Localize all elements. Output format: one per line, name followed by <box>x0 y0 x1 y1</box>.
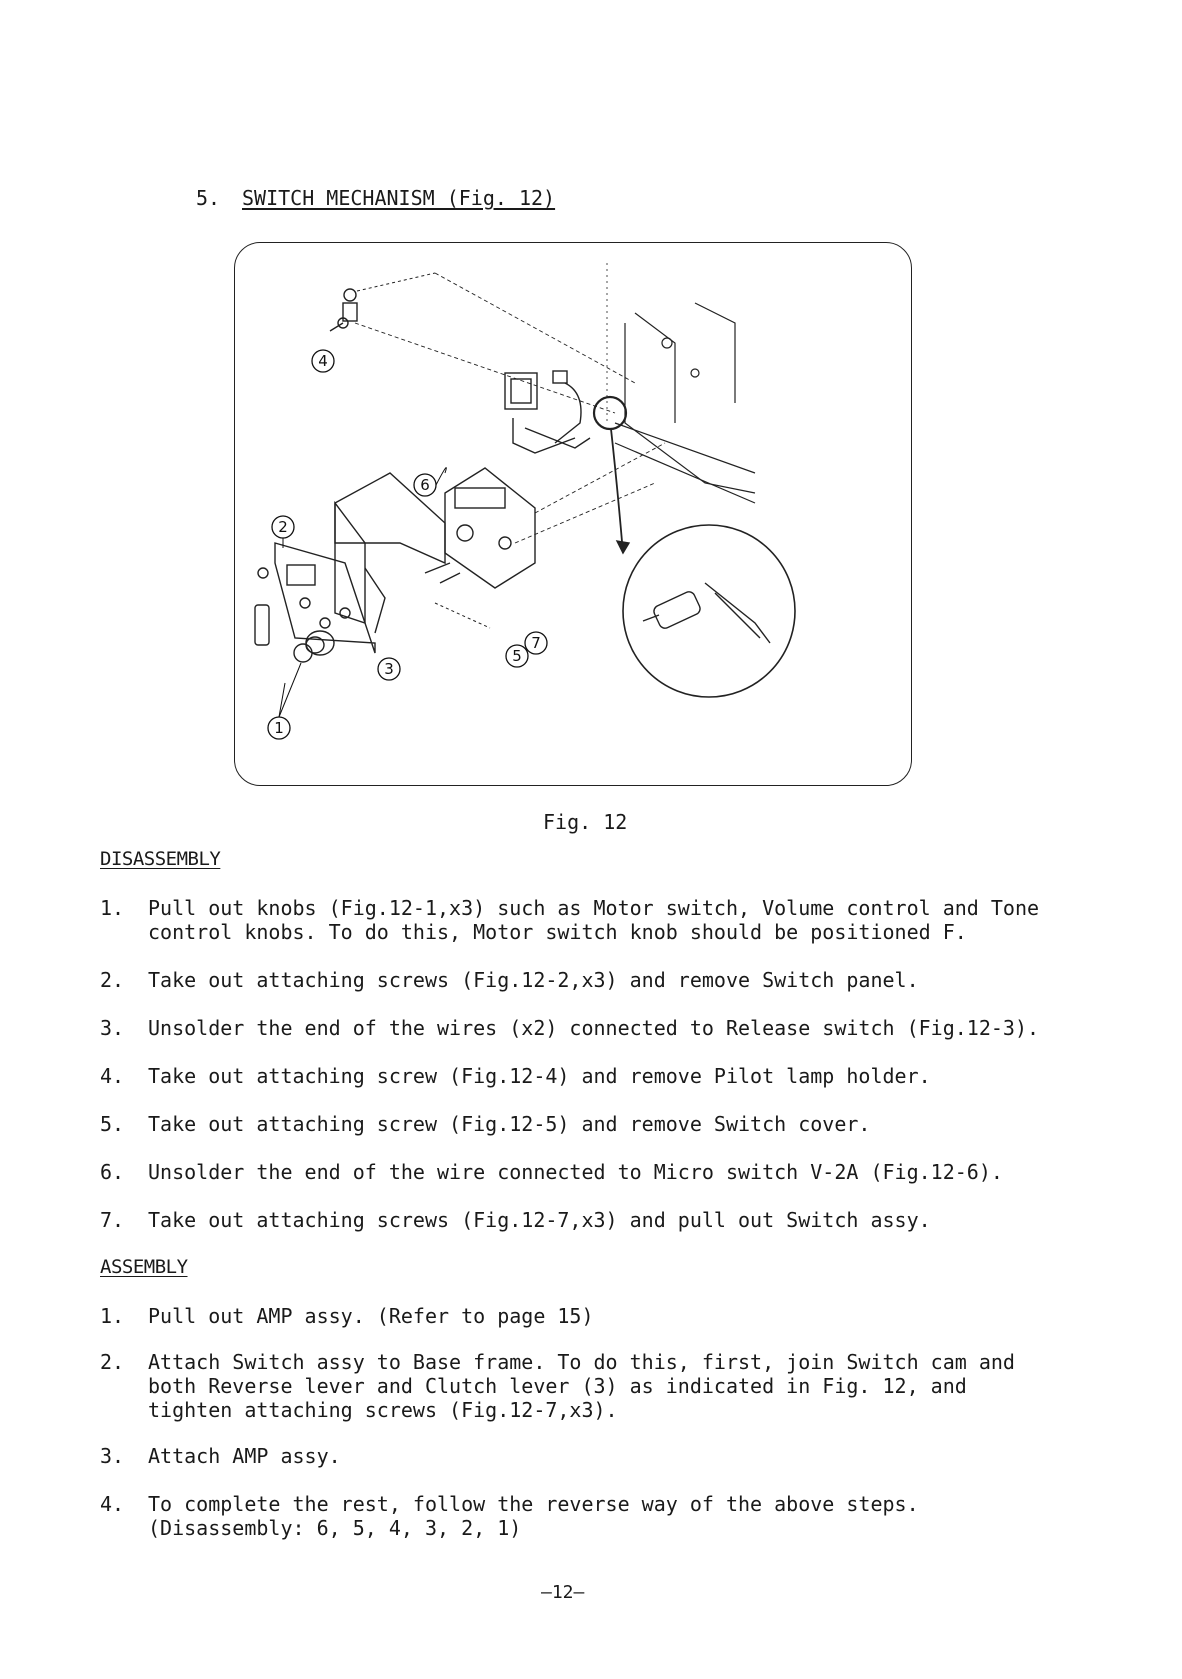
section-title: SWITCH MECHANISM (Fig. 12) <box>242 186 556 210</box>
step-number: 1. <box>100 1304 125 1328</box>
step-number: 5. <box>100 1112 125 1136</box>
step-text: Pull out AMP assy. (Refer to page 15) <box>148 1304 594 1328</box>
callout-5-label: 5 <box>512 647 522 665</box>
step-number: 6. <box>100 1160 125 1184</box>
base-frame-part <box>607 263 755 503</box>
callout-5 <box>506 645 528 667</box>
step-text: Attach AMP assy. <box>148 1444 341 1468</box>
step-text: Unsolder the end of the wire connected to Micro switch V-2A (Fig.12-6). <box>148 1160 1003 1184</box>
callout-3 <box>378 658 400 680</box>
step-text: Take out attaching screws (Fig.12-7,x3) and pull out Switch assy. <box>148 1208 931 1232</box>
exploded-diagram <box>235 243 911 785</box>
step-number: 4. <box>100 1492 125 1516</box>
release-switch-detail <box>594 397 795 697</box>
pilot-lamp-holder-part <box>330 273 435 331</box>
callout-1-label: 1 <box>274 719 284 737</box>
callout-4-label: 4 <box>318 352 328 370</box>
step-number: 3. <box>100 1016 125 1040</box>
callout-4 <box>312 350 334 372</box>
page-number: —12— <box>541 1582 585 1603</box>
switch-assy-part <box>425 468 535 628</box>
step-text: Take out attaching screw (Fig.12-4) and remove Pilot lamp holder. <box>148 1064 931 1088</box>
step-text: Attach Switch assy to Base frame. To do this, first, join Switch cam and both Reverse lever and Clutch lever (3) as indicated in Fig. 12, and tighten attaching screws (Fig.12-7,x3). <box>148 1350 1015 1422</box>
callout-6-label: 6 <box>420 476 430 494</box>
knobs-part <box>255 568 334 662</box>
step-number: 2. <box>100 968 125 992</box>
step-number: 2. <box>100 1350 125 1374</box>
step-text: To complete the rest, follow the reverse way of the above steps. (Disassembly: 6, 5, 4, 3, 2, 1) <box>148 1492 919 1540</box>
micro-switch-part <box>505 371 590 453</box>
step-text: Take out attaching screw (Fig.12-5) and remove Switch cover. <box>148 1112 871 1136</box>
disassembly-heading: DISASSEMBLY <box>100 848 221 870</box>
step-text: Unsolder the end of the wires (x2) connected to Release switch (Fig.12-3). <box>148 1016 1040 1040</box>
callout-2-label: 2 <box>278 518 288 536</box>
step-number: 1. <box>100 896 125 920</box>
callout-7 <box>525 632 547 654</box>
section-number: 5. <box>196 186 221 210</box>
callout-7-label: 7 <box>531 634 541 652</box>
step-text: Pull out knobs (Fig.12-1,x3) such as Motor switch, Volume control and Tone control knobs. To do this, Motor switch knob should be positioned F. <box>148 896 1040 944</box>
callout-3-label: 3 <box>384 660 394 678</box>
assembly-heading: ASSEMBLY <box>100 1256 188 1278</box>
step-text: Take out attaching screws (Fig.12-2,x3) and remove Switch panel. <box>148 968 919 992</box>
section-heading <box>196 186 555 210</box>
callout-6 <box>414 468 446 496</box>
figure-caption: Fig. 12 <box>543 810 628 834</box>
callout-1 <box>268 663 301 739</box>
figure-12-illustration <box>234 242 912 786</box>
switch-panel-part <box>275 543 385 653</box>
step-number: 4. <box>100 1064 125 1088</box>
step-number: 7. <box>100 1208 125 1232</box>
step-number: 3. <box>100 1444 125 1468</box>
